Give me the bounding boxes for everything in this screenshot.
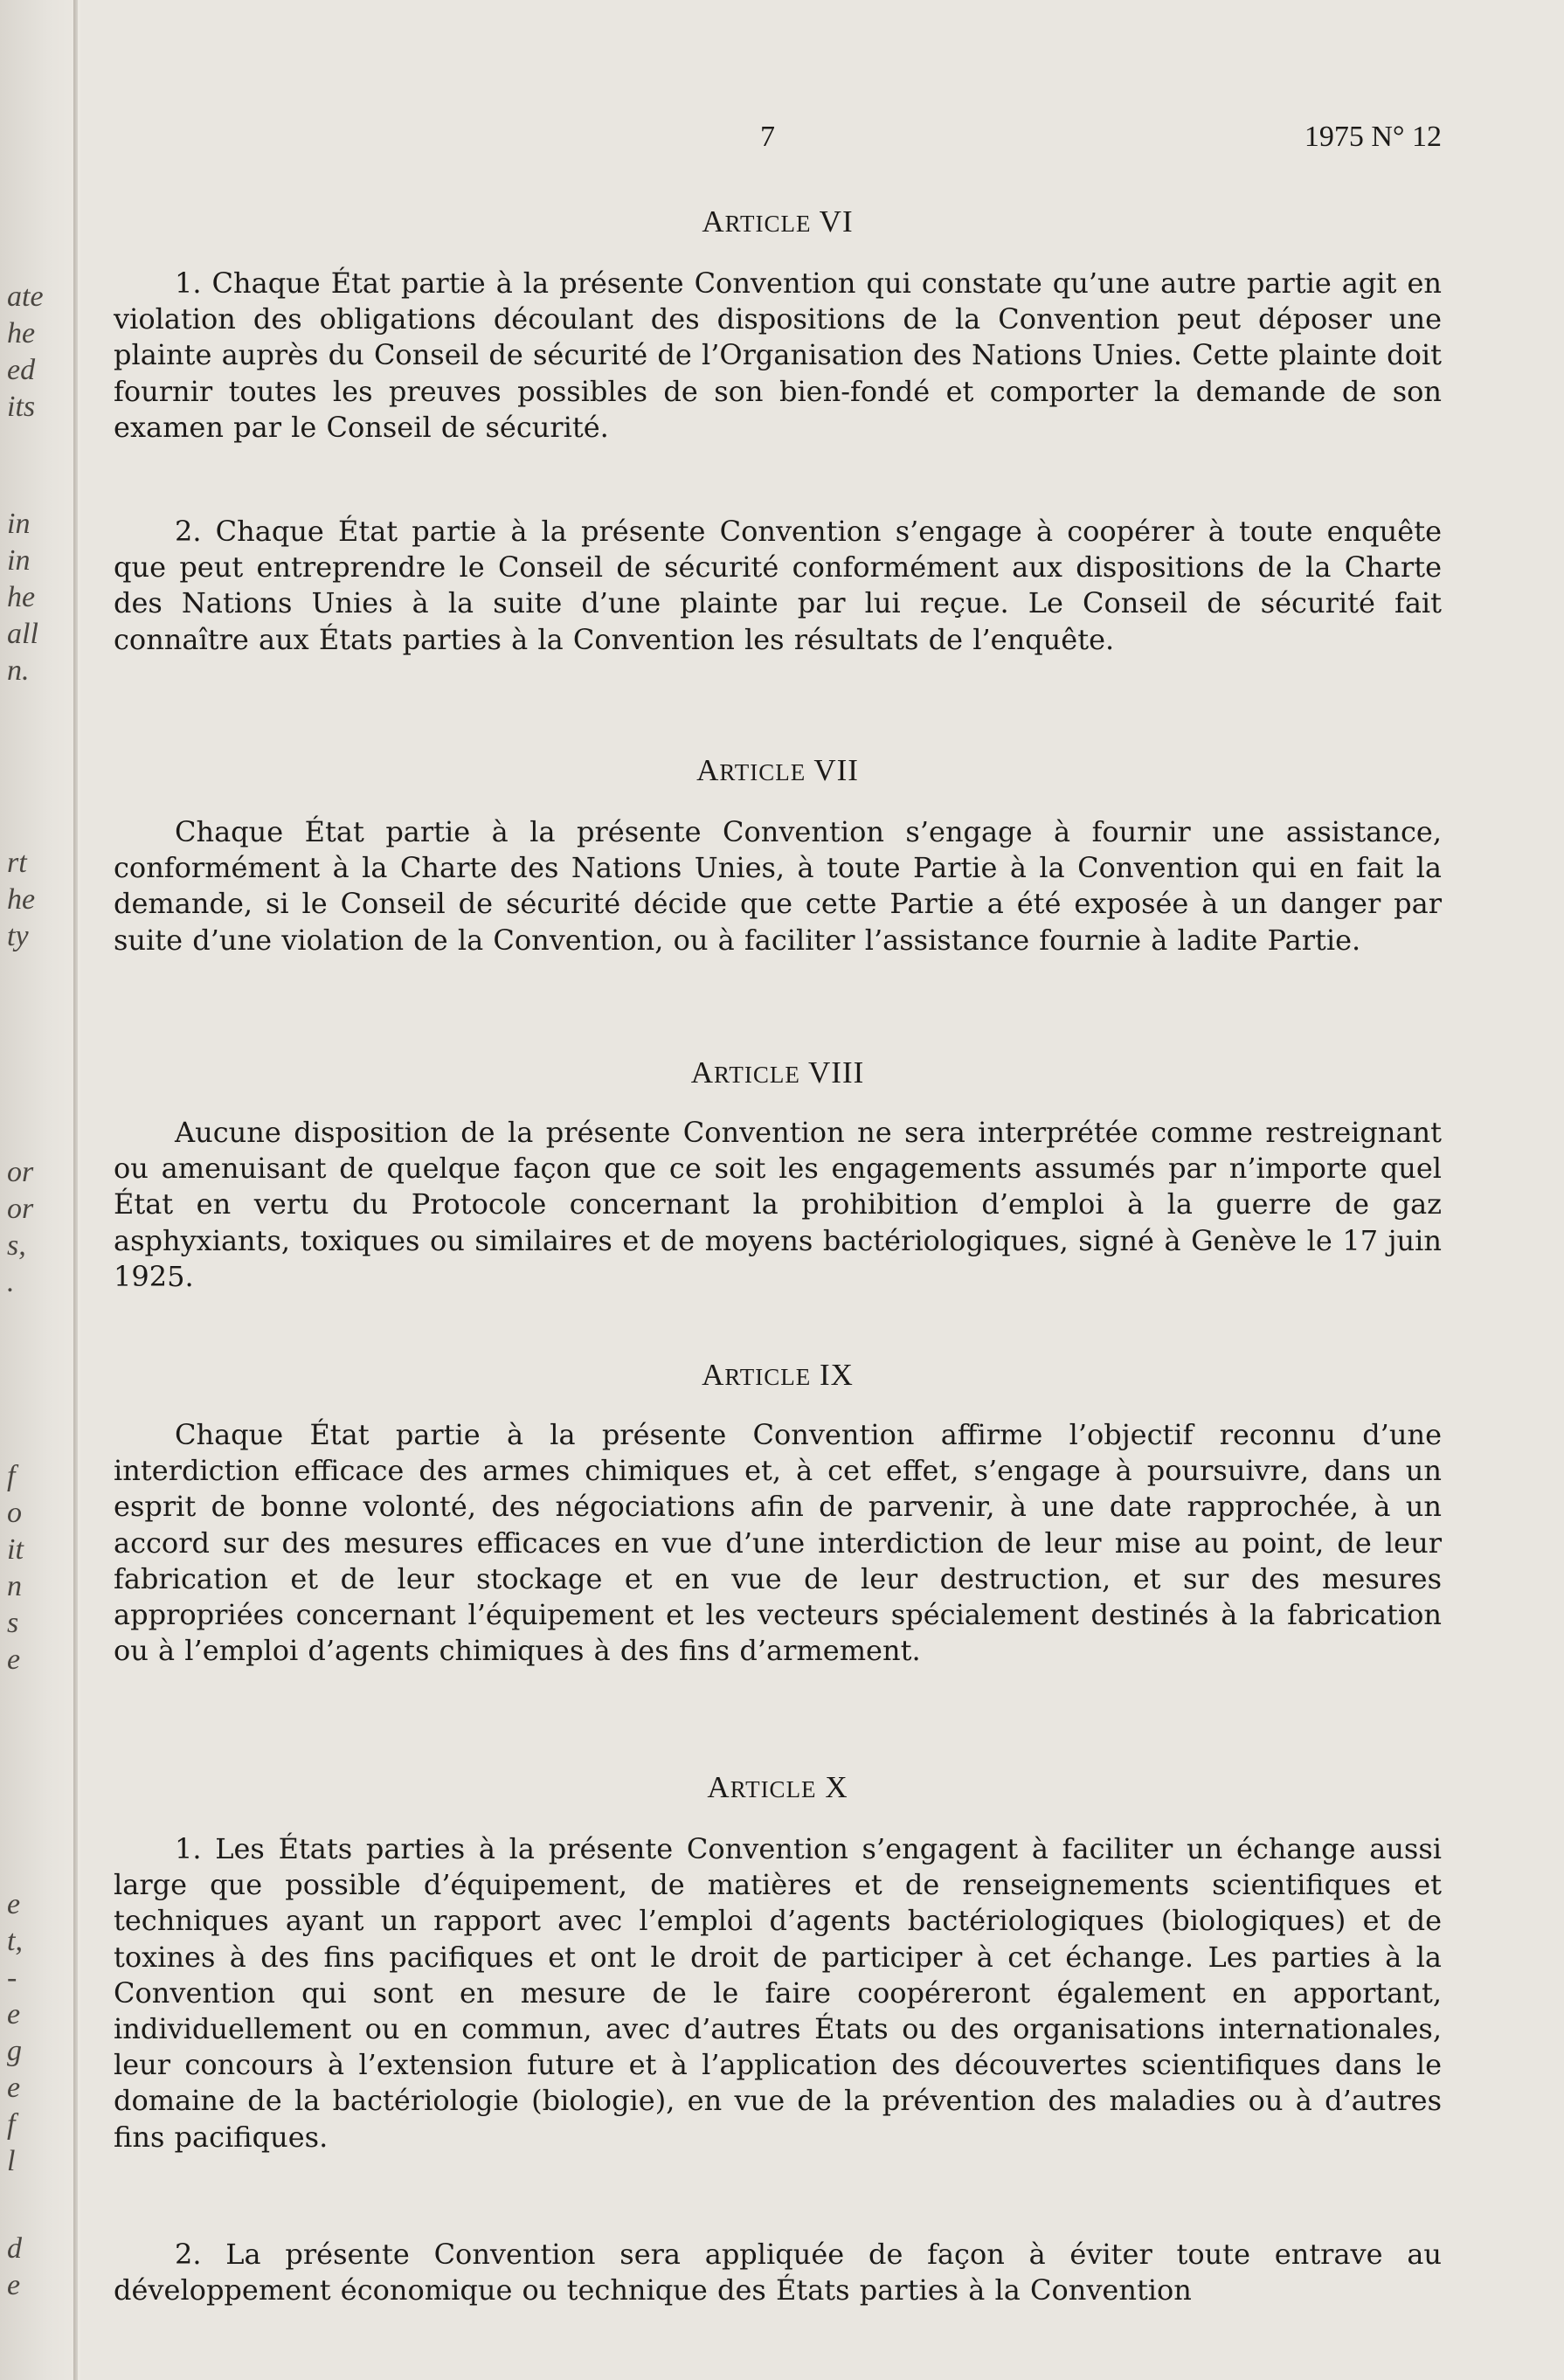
- heading-word: RTICLE: [719, 759, 806, 785]
- heading-initial: A: [702, 204, 725, 239]
- margin-fragment: o: [7, 1497, 22, 1529]
- article-paragraph: [114, 2237, 1442, 2308]
- margin-fragment: f: [7, 2108, 16, 2141]
- article-paragraph: [114, 266, 1442, 446]
- margin-fragment: .: [7, 1266, 15, 1298]
- margin-fragment: all: [7, 618, 38, 650]
- margin-fragment: he: [7, 317, 36, 349]
- article-heading: [114, 204, 1442, 239]
- article-heading: [114, 1055, 1442, 1090]
- article-paragraph: [114, 1831, 1442, 2155]
- paragraph-text: 1. Chaque État partie à la présente Convention qui constate qu’une autre partie agit en violation des obligations découlant des dispositions de la Convention peut déposer une plainte auprès du Conseil de sécurité de l’Organisation des Nations Unies. Cette plainte doit fournir toutes les preuves possibles de son bien-fondé et comporter la demande de son examen par le Conseil de sécurité.: [114, 266, 1442, 444]
- margin-fragment: its: [7, 391, 36, 423]
- article-paragraph: [114, 1417, 1442, 1669]
- margin-fragment: l: [7, 2145, 16, 2177]
- heading-word: RTICLE: [724, 1364, 812, 1390]
- margin-fragment: e: [7, 1643, 21, 1676]
- paragraph-text: Chaque État partie à la présente Convention affirme l’objectif reconnu d’une interdiction efficace des armes chimiques et, à cet effet, s’engage à poursuivre, dans un esprit de bonne volonté, des négociations afin de parvenir, à une date rapprochée, à un accord sur des mesures efficaces en vue d’une interdiction de leur mise au point, de leur fabrication et de leur stockage et en vue de leur destruction, et sur des mesures appropriées concernant l’équipement et les vecteurs spécialement destinés à la fabrication ou à l’emploi d’agents chimiques à des fins d’armement.: [114, 1418, 1442, 1668]
- margin-fragment: he: [7, 581, 36, 613]
- heading-word: RTICLE: [724, 211, 812, 237]
- margin-fragment: ate: [7, 280, 44, 313]
- margin-fragment: s: [7, 1607, 19, 1639]
- margin-fragment: g: [7, 2035, 22, 2067]
- heading-initial: A: [696, 753, 720, 787]
- article-paragraph: [114, 514, 1442, 658]
- paragraph-text: Aucune disposition de la présente Convention ne sera interprétée comme restreignant ou amenuisant de quelque façon que ce soit les engagements assumés par n’importe quel État en vertu du Protocole concernant la prohibition d’emploi à la guerre de gaz asphyxiants, toxiques ou similaires et de moyens bactériologiques, signé à Genève le 17 juin 1925.: [114, 1116, 1442, 1293]
- heading-numeral: VIII: [808, 1055, 865, 1090]
- document-page: [114, 0, 1442, 2380]
- heading-initial: A: [707, 1770, 730, 1804]
- paragraph-text: 2. La présente Convention sera appliquée de façon à éviter toute entrave au développement économique ou technique des États parties à la Convention: [114, 2238, 1442, 2307]
- heading-word: RTICLE: [714, 1062, 800, 1088]
- paragraph-text: 2. Chaque État partie à la présente Convention s’engage à coopérer à toute enquête que peut entreprendre le Conseil de sécurité conformément aux dispositions de la Charte des Nations Unies à la suite d’une plainte par lui reçue. Le Conseil de sécurité fait connaître aux États parties à la Convention les résultats de l’enquête.: [114, 515, 1442, 656]
- margin-fragment: rt: [7, 847, 27, 879]
- margin-fragment: n: [7, 1570, 22, 1602]
- margin-fragment: s,: [7, 1229, 26, 1262]
- margin-fragment: he: [7, 883, 36, 916]
- heading-word: RTICLE: [730, 1776, 817, 1802]
- document-number: 1975 N° 12: [1304, 121, 1442, 153]
- margin-fragment: n.: [7, 654, 30, 687]
- article-heading: [114, 1358, 1442, 1393]
- article-heading: [114, 753, 1442, 788]
- margin-fragment: ty: [7, 920, 29, 952]
- margin-fragment: d: [7, 2232, 22, 2265]
- margin-fragment: e: [7, 2269, 21, 2301]
- margin-fragment: in: [7, 544, 31, 577]
- paragraph-text: 1. Les États parties à la présente Convention s’engagent à faciliter un échange aussi large que possible d’équipement, de matières et de renseignements scientifiques et techniques ayant un rapport avec l’emploi d’agents bactériologiques (biologiques) et de toxines à des fins pacifiques et ont le droit de participer à cet échange. Les parties à la Convention qui sont en mesure de le faire coopéreront également en apportant, individuellement ou en commun, avec d’autres États ou des organisations internationales, leur concours à l’extension future et à l’application des découvertes scientifiques dans le domaine de la bactériologie (biologie), en vue de la prévention des maladies ou à d’autres fins pacifiques.: [114, 1832, 1442, 2154]
- margin-fragment: e: [7, 2072, 21, 2104]
- page-number: 7: [760, 121, 775, 153]
- margin-fragment: e: [7, 1998, 21, 2031]
- heading-initial: A: [690, 1055, 715, 1090]
- margin-fragment: or: [7, 1156, 34, 1188]
- margin-fragment: or: [7, 1193, 34, 1225]
- margin-fragment: f: [7, 1460, 16, 1492]
- margin-fragment: -: [7, 1961, 17, 1994]
- margin-fragment: e: [7, 1888, 21, 1920]
- margin-fragment: in: [7, 508, 31, 540]
- paragraph-text: Chaque État partie à la présente Convention s’engage à fournir une assistance, conformément à la Charte des Nations Unies, à toute Partie à la Convention qui en fait la demande, si le Conseil de sécurité décide que cette Partie a été exposée à un danger par suite d’une violation de la Convention, ou à faciliter l’assistance fournie à ladite Partie.: [114, 815, 1442, 957]
- page-fold-shadow: [73, 0, 78, 2380]
- margin-fragment: ed: [7, 354, 36, 386]
- article-heading: [114, 1770, 1442, 1805]
- heading-initial: A: [702, 1358, 725, 1392]
- heading-numeral: VII: [813, 753, 859, 787]
- heading-numeral: X: [825, 1770, 848, 1804]
- article-paragraph: [114, 814, 1442, 958]
- margin-fragment: t,: [7, 1925, 23, 1957]
- heading-numeral: VI: [819, 204, 854, 239]
- margin-fragment: it: [7, 1533, 24, 1566]
- article-paragraph: [114, 1115, 1442, 1295]
- heading-numeral: IX: [819, 1358, 854, 1392]
